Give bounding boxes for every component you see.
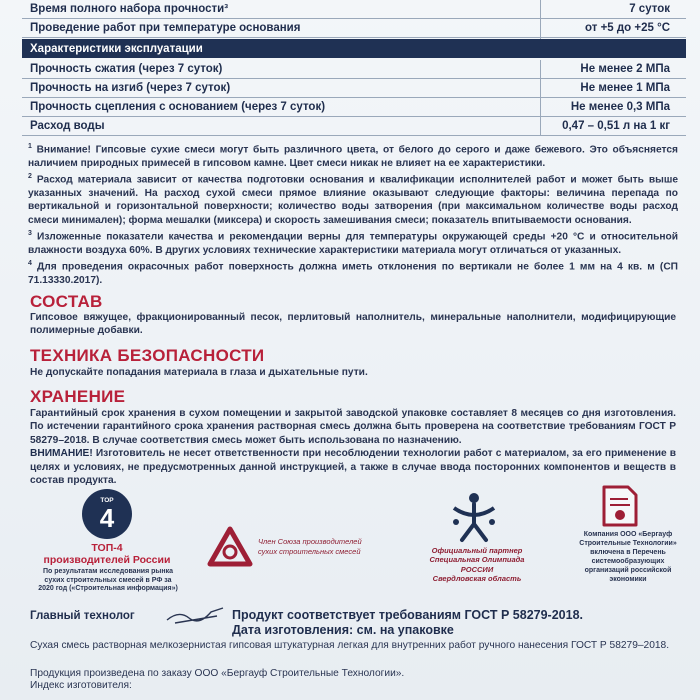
- spec-value: Не менее 2 МПа: [580, 63, 670, 75]
- top4-title: ТОП-4 производителей России: [43, 542, 171, 566]
- footnote-2: $^2$ Расход материала зависит от качества подготовки основания и квалификации исполнителей работ и может быть выше указанных значений. На расход сухой смеси прямое влияние оказывают следующие факторы: величина перепада по вертикальной и горизонтальной поверхности; количество воды затворения (при максимальном количестве воды расход смеси минимален); форма мешалки (миксера) и скорость замешивания смеси; показатель впитываемости основания.: [28, 173, 678, 226]
- spec-value: 7 суток: [629, 3, 670, 15]
- special-olympics-text: Официальный партнер Специальная Олимпиада РОССИИ Свердловская область: [429, 546, 525, 584]
- producers-union-text: Член Союза производителей сухих строительных смесей: [258, 537, 362, 556]
- safety-text: Не допускайте попадания материала в глаза и дыхательные пути.: [30, 367, 368, 378]
- spec-row-work-temperature: [22, 19, 686, 38]
- spec-label: Расход воды: [30, 120, 105, 132]
- spec-value: от +5 до +25 °С: [585, 22, 670, 34]
- spec-value: 0,47 – 0,51 л на 1 кг: [562, 120, 670, 132]
- top4-note: По результатам исследования рынка сухих строительных смесей в РФ за 2020 год («Строительная информация»): [38, 568, 178, 593]
- spec-value: Не менее 1 МПа: [580, 82, 670, 94]
- spec-label: Прочность на изгиб (через 7 суток): [30, 82, 231, 94]
- certificate-document-icon: [600, 485, 640, 527]
- product-description: Сухая смесь растворная мелкозернистая гипсовая штукатурная легкая для внутренних работ ручного нанесения ГОСТ Р 58279–2018.: [30, 640, 670, 651]
- footnotes: [28, 140, 678, 288]
- table-divider: [540, 0, 541, 39]
- storage-title: ХРАНЕНИЕ: [30, 387, 126, 406]
- footnote-3: $^3$ Изложенные показатели качества и рекомендации верны для температуры окружающей среды +20 °С и относительной влажности воздуха 60%. В других условиях технические характеристики материала могут отличаться от указанных.: [28, 230, 678, 257]
- warning-label: ВНИМАНИЕ!: [30, 448, 93, 460]
- spec-row-water-consumption: [22, 117, 686, 136]
- spec-label: Прочность сцепления с основанием (через 7 суток): [30, 101, 326, 113]
- spec-value: Не менее 0,3 МПа: [570, 101, 670, 113]
- producers-union-logo-icon: [205, 526, 255, 570]
- spec-label: Время полного набора прочности³: [30, 3, 229, 15]
- section-header-label: Характеристики эксплуатации: [30, 42, 203, 55]
- footnote-4: $^4$ Для проведения окрасочных работ поверхность должна иметь отклонения по вертикали не более 1 мм на 4 кв. м (СП 71.13330.2017).: [28, 260, 678, 287]
- company-note: Компания ООО «Бергауф Строительные Технологии» включена в Перечень системообразующих организаций российской экономики: [579, 531, 677, 583]
- chief-technologist-label: Главный технолог: [30, 610, 135, 622]
- spec-row-bending: [22, 79, 686, 98]
- table-divider: [540, 60, 541, 136]
- composition-text: Гипсовое вяжущее, фракционированный песок, перлитовый наполнитель, минеральные наполнители, модифицирующие полимерные добавки.: [30, 312, 676, 337]
- spec-section-header: [22, 39, 686, 58]
- special-olympics-logo-icon: [446, 488, 502, 544]
- footnote-1-lead: Внимание!: [36, 144, 91, 156]
- production-info: Продукция произведена по заказу ООО «Бергауф Строительные Технологии». Индекс изготовителя:: [30, 668, 405, 692]
- footnote-1: $^1$ Внимание! Гипсовые сухие смеси могут быть различного цвета, от белого до серого и даже бежевого. Это объясняется наличием природных примесей в гипсовом камне. Цвет смеси никак не влияет на ее характеристики.: [28, 143, 678, 169]
- spec-label: Проведение работ при температуре основания: [30, 22, 301, 34]
- spec-row-adhesion: [22, 98, 686, 117]
- spec-label: Прочность сжатия (через 7 суток): [30, 63, 223, 75]
- spec-row-compression: [22, 60, 686, 79]
- spec-row-curing-time: [22, 0, 686, 19]
- composition-title: СОСТАВ: [30, 292, 103, 311]
- safety-title: ТЕХНИКА БЕЗОПАСНОСТИ: [30, 346, 265, 365]
- top4-badge: TOP 4: [82, 489, 132, 539]
- signature-icon: [165, 604, 225, 626]
- gost-compliance: Продукт соответствует требованиям ГОСТ Р 58279-2018. Дата изготовления: см. на упаковке: [232, 608, 583, 637]
- storage-text: Гарантийный срок хранения в сухом помещении и закрытой заводской упаковке составляет 8 месяцев со дня изготовления. По истечении гарантийного срока хранения растворная смесь должна быть проверена на соответствие требованиям ГОСТ Р 58279–2018. В случае соответствия смесь может быть использована по назначению. ВНИМАНИЕ! Изготовитель не несет ответственности при несоблюдении технологии работ с материалом, за его применение в целях и условиях, не предусмотренных данной инструкцией, а также в случае ввода посторонних компонентов и веществ в состав продукта.: [30, 408, 676, 487]
